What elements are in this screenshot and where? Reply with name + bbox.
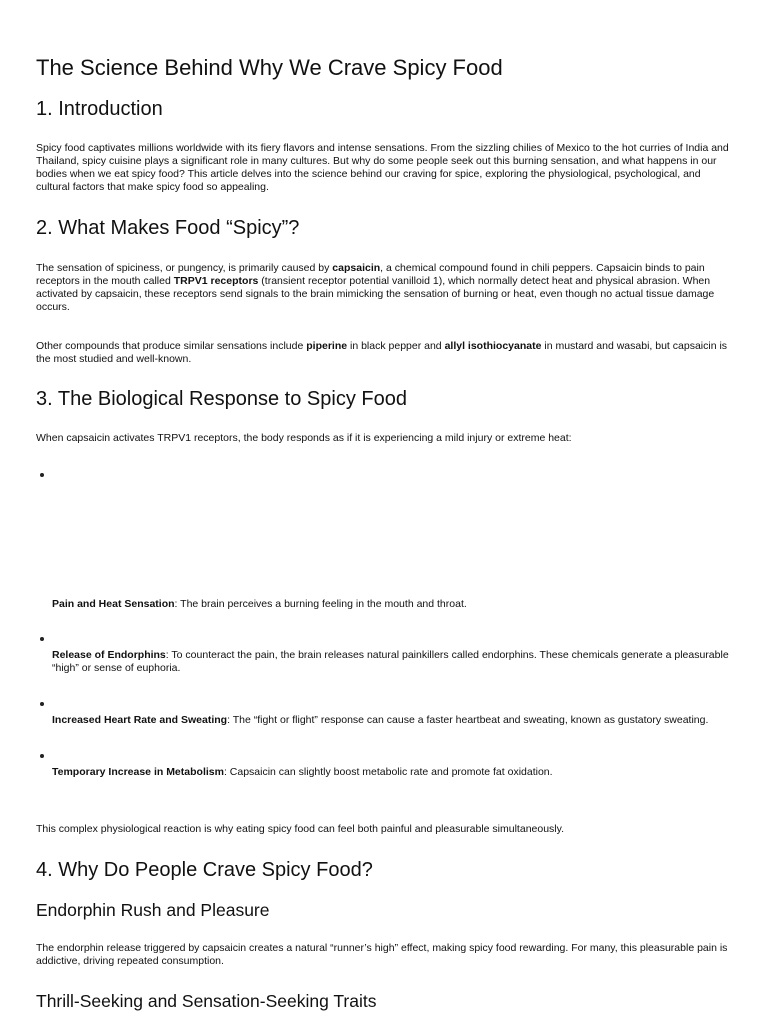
section-heading-biological-response: 3. The Biological Response to Spicy Food bbox=[36, 388, 407, 410]
subheading-thrill-seeking: Thrill-Seeking and Sensation-Seeking Traits bbox=[36, 991, 377, 1011]
other-compounds-paragraph: Other compounds that produce similar sensations include piperine in black pepper and allyl isothiocyanate in mustard and wasabi, but capsaicin is the most studied and well-known. bbox=[36, 340, 728, 365]
biological-intro-paragraph: When capsaicin activates TRPV1 receptors, the body responds as if it is experiencing a mild injury or extreme heat: bbox=[36, 432, 572, 444]
list-item: Temporary Increase in Metabolism: Capsaicin can slightly boost metabolic rate and promote fat oxidation. bbox=[52, 766, 553, 778]
list-bullet bbox=[40, 754, 44, 758]
endorphin-paragraph: The endorphin release triggered by capsaicin creates a natural “runner’s high” effect, making spicy food rewarding. For many, this pleasurable pain is addictive, driving repeated consumption. bbox=[36, 942, 728, 967]
article-title: The Science Behind Why We Crave Spicy Food bbox=[36, 55, 503, 80]
list-item-term: Release of Endorphins bbox=[52, 649, 166, 661]
list-bullet bbox=[40, 473, 44, 477]
list-item-term: Increased Heart Rate and Sweating bbox=[52, 714, 228, 726]
section-heading-introduction: 1. Introduction bbox=[36, 98, 163, 120]
term-trpv1: TRPV1 receptors bbox=[173, 275, 259, 287]
list-item: Release of Endorphins: To counteract the pain, the brain releases natural painkillers called endorphins. These chemicals generate a pleasurable “high” or sense of euphoria. bbox=[52, 649, 729, 674]
term-capsaicin: capsaicin bbox=[332, 262, 381, 274]
intro-paragraph: Spicy food captivates millions worldwide with its fiery flavors and intense sensations. From the sizzling chilies of Mexico to the hot curries of India and Thailand, spicy cuisine plays a significant role in many cultures. But why do some people seek out this burning sensation, and what happens in our bodies when we eat spicy food? This article delves into the science behind our craving for spice, exploring the physiological, psychological, and cultural factors that make spicy food so appealing. bbox=[36, 142, 729, 193]
section-heading-why-crave: 4. Why Do People Crave Spicy Food? bbox=[36, 859, 373, 881]
biological-summary-paragraph: This complex physiological reaction is why eating spicy food can feel both painful and pleasurable simultaneously. bbox=[36, 823, 565, 835]
term-piperine: piperine bbox=[306, 340, 348, 352]
list-item: Pain and Heat Sensation: The brain perceives a burning feeling in the mouth and throat. bbox=[52, 598, 467, 610]
list-item: Increased Heart Rate and Sweating: The “fight or flight” response can cause a faster heartbeat and sweating, known as gustatory sweating. bbox=[52, 714, 709, 726]
list-bullet bbox=[40, 637, 44, 641]
list-item-term: Pain and Heat Sensation bbox=[52, 598, 175, 610]
capsaicin-paragraph: The sensation of spiciness, or pungency, is primarily caused by capsaicin, a chemical compound found in chili peppers. Capsaicin binds to pain receptors in the mouth called TRPV1 receptors (transient receptor potential vanilloid 1), which normally detect heat and physical abrasion. When activated by capsaicin, these receptors send signals to the brain mimicking the sensation of burning or heat, even though no actual tissue damage occurs. bbox=[36, 262, 715, 313]
section-heading-what-makes-spicy: 2. What Makes Food “Spicy”? bbox=[36, 217, 300, 239]
list-item-term: Temporary Increase in Metabolism bbox=[52, 766, 224, 778]
subheading-endorphin-rush: Endorphin Rush and Pleasure bbox=[36, 900, 270, 920]
term-allyl-isothiocyanate: allyl isothiocyanate bbox=[444, 340, 542, 352]
list-bullet bbox=[40, 702, 44, 706]
